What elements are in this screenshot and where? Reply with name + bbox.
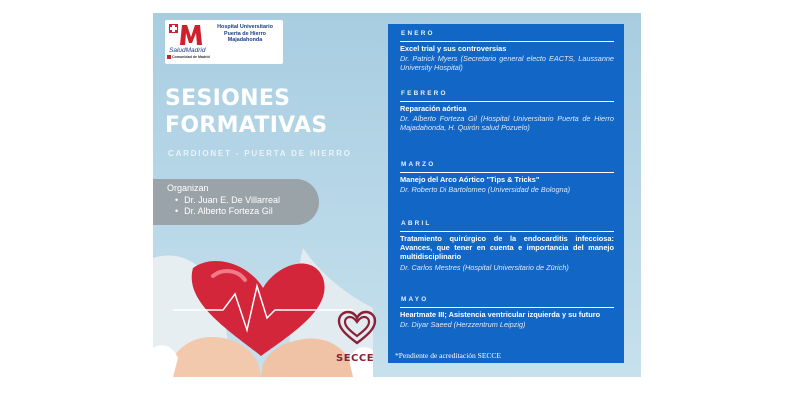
divider <box>400 172 614 173</box>
session-speaker: Dr. Diyar Saeed (Herzzentrum Leipzig) <box>400 320 526 330</box>
hospital-logo <box>165 20 283 64</box>
organizers-list <box>167 195 319 218</box>
session-item <box>400 296 614 329</box>
session-speaker: Dr. Patrick Myers (Secretario general electo EACTS, Laussanne University Hospital) <box>400 54 614 73</box>
saludmadrid-logo-icon <box>168 23 210 53</box>
session-month: ABRIL <box>401 220 432 227</box>
session-item <box>400 161 614 194</box>
page-title <box>165 85 355 139</box>
schedule-panel <box>388 24 624 363</box>
accreditation-note: *Pendiente de acreditación SECCE <box>395 351 502 360</box>
session-speaker: Dr. Roberto Di Bartolomeo (Universidad de Bologna) <box>400 185 571 195</box>
session-item <box>400 220 614 272</box>
organizers-label: Organizan <box>167 183 209 193</box>
divider <box>400 41 614 42</box>
session-month: MAYO <box>401 296 429 303</box>
organizer-item: • Dr. Juan E. De Villarreal <box>175 195 319 207</box>
session-speaker: Dr. Alberto Forteza Gil (Hospital Universitario Puerta de Hierro Majadahonda, H. Quirón salud Pozuelo) <box>400 114 614 133</box>
session-topic: Tratamiento quirúrgico de la endocarditis infecciosa: Avances, que tener en cuenta e importancia del manejo multidisciplinario <box>400 234 614 262</box>
divider <box>400 231 614 232</box>
organizers-box <box>153 179 319 225</box>
session-month: FEBRERO <box>401 90 448 97</box>
session-item <box>400 90 614 133</box>
session-speaker: Dr. Carlos Mestres (Hospital Universitario de Zürich) <box>400 262 569 272</box>
secce-label: SECCE <box>336 353 375 364</box>
logo-hospital-name: Hospital Universitario Puerta de Hierro Majadahonda <box>217 24 273 44</box>
divider <box>400 101 614 102</box>
session-month: MARZO <box>401 161 436 168</box>
session-topic: Manejo del Arco Aórtico "Tips & Tricks" <box>400 175 540 184</box>
divider <box>400 307 614 308</box>
session-month: ENERO <box>401 30 435 37</box>
poster <box>153 13 641 377</box>
logo-brand-text: SaludMadrid <box>169 47 206 53</box>
session-topic: Reparación aórtica <box>400 104 467 113</box>
title-line-2: FORMATIVAS <box>165 113 328 138</box>
session-item <box>400 30 614 73</box>
logo-region: Comunidad de Madrid <box>172 55 210 59</box>
subtitle: CARDIONET - PUERTA DE HIERRO <box>168 149 352 158</box>
organizer-item: • Dr. Alberto Forteza Gil <box>175 206 319 218</box>
secce-heart-icon <box>337 310 377 346</box>
madrid-flag-icon <box>167 55 171 59</box>
session-topic: Excel trial y sus controversias <box>400 44 507 53</box>
session-topic: Heartmate III; Asistencia ventricular izquierda y su futuro <box>400 310 601 319</box>
title-line-1: SESIONES <box>165 86 291 111</box>
